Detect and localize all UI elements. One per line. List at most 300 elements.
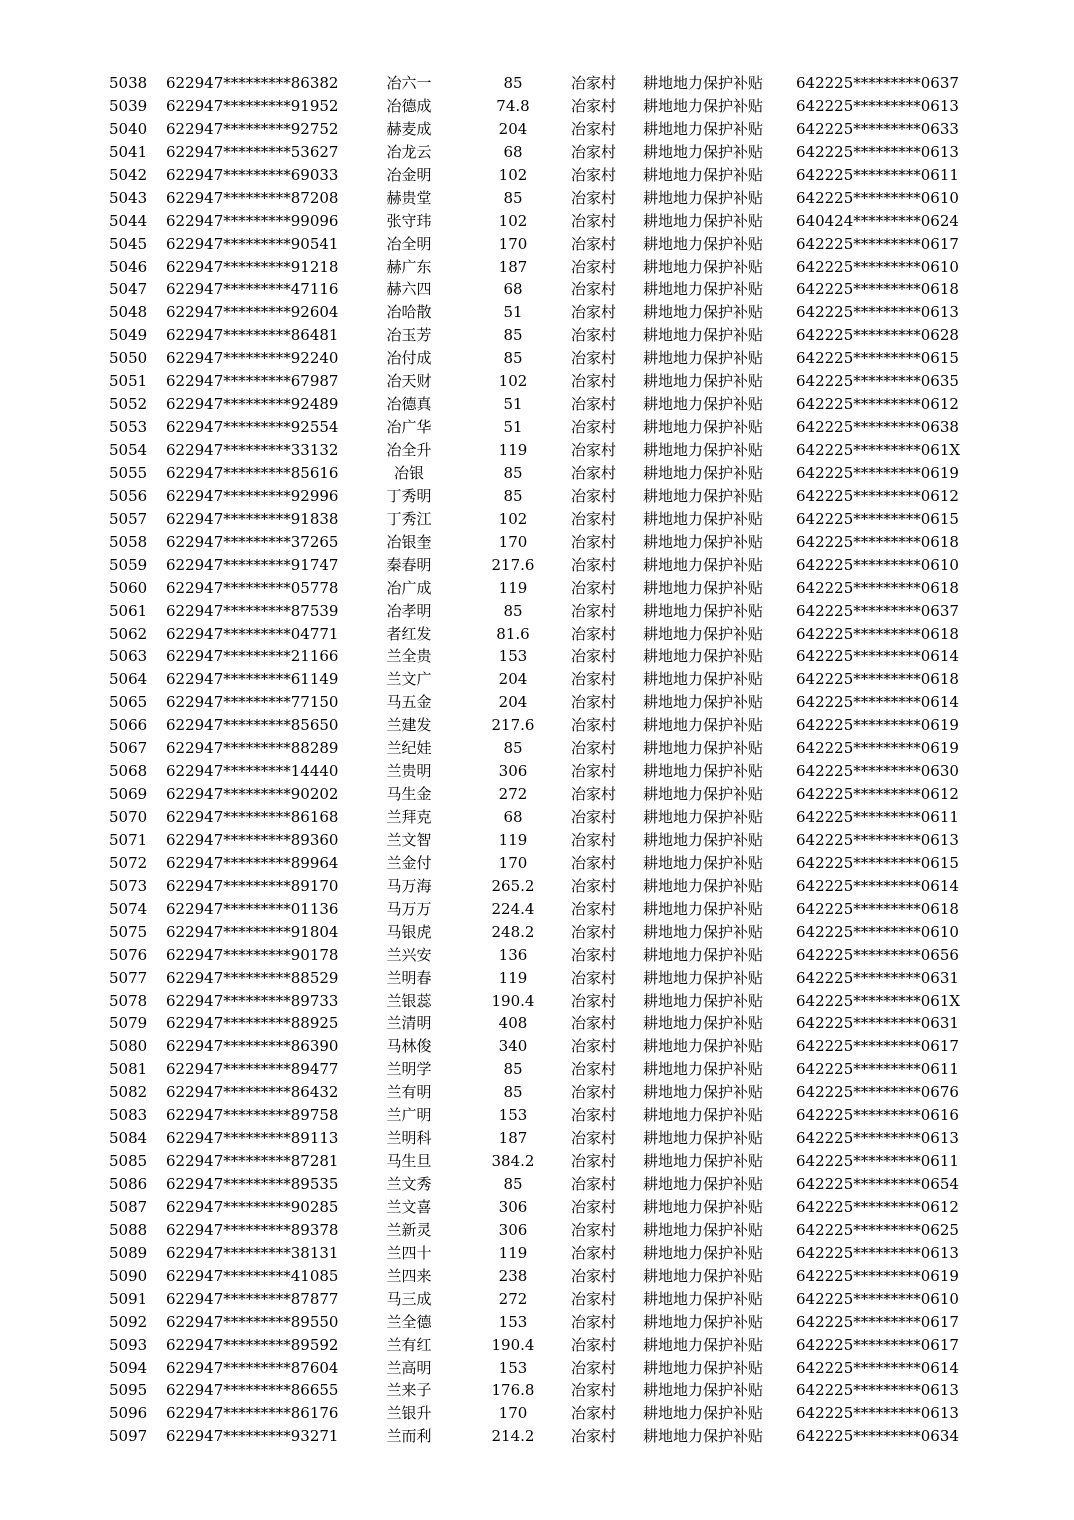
bank-card-number: 622947*********14440 [166,762,339,781]
subsidy-type: 耕地地力保护补贴 [643,739,764,758]
village-name: 冶家村 [571,1175,617,1193]
bank-card-number: 622947*********86432 [166,1083,339,1102]
table-row [0,1425,1074,1448]
subsidy-amount: 217.6 [491,716,535,735]
table-row [0,783,1074,806]
subsidy-type: 耕地地力保护补贴 [643,418,764,437]
person-name: 马生金 [386,785,432,804]
row-number: 5058 [109,532,148,551]
village-name: 冶家村 [571,1427,617,1446]
id-card-number: 642225*********0615 [796,853,959,872]
village-name: 冶家村 [571,1358,617,1377]
subsidy-type: 耕地地力保护补贴 [643,1335,764,1354]
village-name: 冶家村 [571,670,617,689]
table-row [0,990,1074,1013]
row-number: 5046 [109,257,148,276]
subsidy-type: 耕地地力保护补贴 [643,257,764,276]
table-row [0,645,1074,668]
row-number: 5070 [109,808,148,826]
subsidy-amount: 85 [503,601,523,620]
id-card-number: 642225*********0613 [796,1129,959,1148]
id-card-number: 642225*********0613 [796,303,959,322]
subsidy-amount: 136 [498,945,528,964]
person-name: 兰有明 [386,1083,432,1102]
subsidy-amount: 187 [498,257,528,276]
id-card-number: 642225*********0612 [796,785,959,804]
subsidy-table [0,72,1074,1448]
subsidy-amount: 187 [498,1129,528,1148]
subsidy-type: 耕地地力保护补贴 [643,1312,764,1331]
village-name: 冶家村 [571,1289,617,1308]
person-name: 冶广华 [386,418,432,437]
id-card-number: 642225*********0617 [796,1037,959,1056]
table-row [0,1242,1074,1265]
subsidy-type: 耕地地力保护补贴 [643,808,764,826]
table-row [0,233,1074,256]
table-row [0,531,1074,554]
bank-card-number: 622947*********33132 [166,441,339,459]
subsidy-amount: 119 [498,830,528,849]
id-card-number: 642225*********0614 [796,1358,959,1377]
subsidy-amount: 170 [498,234,528,253]
bank-card-number: 622947*********86481 [166,326,339,345]
row-number: 5093 [109,1335,148,1354]
id-card-number: 642225*********0619 [796,739,959,758]
bank-card-number: 622947*********88529 [166,968,339,987]
id-card-number: 642225*********0614 [796,693,959,712]
village-name: 冶家村 [571,739,617,758]
subsidy-amount: 85 [503,486,523,505]
id-card-number: 642225*********0676 [796,1083,959,1102]
subsidy-type: 耕地地力保护补贴 [643,1243,764,1262]
bank-card-number: 622947*********89758 [166,1106,339,1125]
subsidy-type: 耕地地力保护补贴 [643,945,764,964]
table-row [0,462,1074,485]
id-card-number: 642225*********0617 [796,1312,959,1331]
person-name: 冶银奎 [386,532,432,551]
subsidy-amount: 272 [498,785,528,804]
village-name: 冶家村 [571,578,617,597]
village-name: 冶家村 [571,1197,617,1216]
person-name: 兰文秀 [386,1175,432,1193]
village-name: 冶家村 [571,991,617,1010]
village-name: 冶家村 [571,326,617,345]
subsidy-amount: 214.2 [491,1427,535,1446]
bank-card-number: 622947*********93271 [166,1427,339,1446]
id-card-number: 642225*********0610 [796,555,959,574]
table-row [0,1058,1074,1081]
bank-card-number: 622947*********61149 [166,670,339,689]
subsidy-amount: 248.2 [491,922,535,941]
village-name: 冶家村 [571,165,617,184]
row-number: 5050 [109,349,148,368]
person-name: 冶全明 [386,234,432,253]
row-number: 5061 [109,601,148,620]
table-row [0,921,1074,944]
subsidy-type: 耕地地力保护补贴 [643,555,764,574]
subsidy-amount: 170 [498,532,528,551]
bank-card-number: 622947*********38131 [166,1243,339,1262]
id-card-number: 642225*********0616 [796,1106,959,1125]
village-name: 冶家村 [571,785,617,804]
bank-card-number: 622947*********87539 [166,601,339,620]
subsidy-amount: 170 [498,1404,528,1423]
person-name: 兰来子 [386,1381,432,1400]
person-name: 兰拜克 [386,808,432,826]
table-row [0,1402,1074,1425]
id-card-number: 642225*********061X [796,441,961,459]
row-number: 5042 [109,165,148,184]
person-name: 兰有红 [386,1335,432,1354]
row-number: 5076 [109,945,148,964]
row-number: 5053 [109,418,148,437]
bank-card-number: 622947*********87877 [166,1289,339,1308]
subsidy-amount: 85 [503,463,523,482]
village-name: 冶家村 [571,853,617,872]
id-card-number: 642225*********0617 [796,234,959,253]
person-name: 马生旦 [386,1152,432,1171]
row-number: 5072 [109,853,148,872]
subsidy-type: 耕地地力保护补贴 [643,1060,764,1079]
id-card-number: 642225*********0618 [796,578,959,597]
bank-card-number: 622947*********89550 [166,1312,339,1331]
subsidy-amount: 102 [498,165,528,184]
subsidy-type: 耕地地力保护补贴 [643,1266,764,1285]
id-card-number: 642225*********0617 [796,1335,959,1354]
subsidy-amount: 153 [498,647,528,666]
table-row [0,737,1074,760]
row-number: 5083 [109,1106,148,1125]
subsidy-amount: 306 [498,1197,528,1216]
subsidy-amount: 153 [498,1358,528,1377]
bank-card-number: 622947*********89592 [166,1335,339,1354]
village-name: 冶家村 [571,211,617,230]
subsidy-type: 耕地地力保护补贴 [643,188,764,207]
id-card-number: 642225*********0628 [796,326,959,345]
id-card-number: 642225*********0618 [796,280,959,299]
subsidy-type: 耕地地力保护补贴 [643,463,764,482]
table-row [0,95,1074,118]
subsidy-type: 耕地地力保护补贴 [643,119,764,138]
person-name: 赫麦成 [386,119,432,138]
village-name: 冶家村 [571,349,617,368]
row-number: 5040 [109,119,148,138]
subsidy-amount: 102 [498,372,528,391]
subsidy-type: 耕地地力保护补贴 [643,647,764,666]
bank-card-number: 622947*********89360 [166,830,339,849]
bank-card-number: 622947*********92489 [166,395,339,414]
row-number: 5048 [109,303,148,322]
person-name: 兰兴安 [386,945,432,964]
table-row [0,485,1074,508]
bank-card-number: 622947*********01136 [166,899,339,918]
subsidy-type: 耕地地力保护补贴 [643,1220,764,1239]
village-name: 冶家村 [571,1335,617,1354]
id-card-number: 642225*********0615 [796,509,959,528]
subsidy-type: 耕地地力保护补贴 [643,670,764,689]
table-row [0,898,1074,921]
table-row [0,944,1074,967]
table-row [0,1035,1074,1058]
subsidy-amount: 217.6 [491,555,535,574]
village-name: 冶家村 [571,1106,617,1125]
bank-card-number: 622947*********69033 [166,165,339,184]
bank-card-number: 622947*********53627 [166,142,339,161]
subsidy-type: 耕地地力保护补贴 [643,486,764,505]
bank-card-number: 622947*********92604 [166,303,339,322]
bank-card-number: 622947*********91218 [166,257,339,276]
id-card-number: 642225*********0638 [796,418,959,437]
subsidy-amount: 119 [498,968,528,987]
table-row [0,1265,1074,1288]
subsidy-amount: 340 [498,1037,528,1056]
row-number: 5044 [109,211,148,230]
person-name: 张守玮 [386,211,432,230]
row-number: 5062 [109,624,148,643]
person-name: 冶六一 [386,74,432,92]
row-number: 5056 [109,486,148,505]
row-number: 5055 [109,463,148,482]
subsidy-amount: 176.8 [491,1381,535,1400]
id-card-number: 642225*********0618 [796,532,959,551]
subsidy-amount: 204 [498,670,528,689]
id-card-number: 642225*********0610 [796,922,959,941]
bank-card-number: 622947*********90541 [166,234,339,253]
row-number: 5095 [109,1381,148,1400]
row-number: 5065 [109,693,148,712]
row-number: 5085 [109,1152,148,1171]
village-name: 冶家村 [571,372,617,391]
bank-card-number: 622947*********86655 [166,1381,339,1400]
id-card-number: 640424*********0624 [796,211,959,230]
row-number: 5082 [109,1083,148,1102]
subsidy-type: 耕地地力保护补贴 [643,1197,764,1216]
subsidy-amount: 153 [498,1106,528,1125]
table-row [0,1196,1074,1219]
row-number: 5084 [109,1129,148,1148]
village-name: 冶家村 [571,418,617,437]
id-card-number: 642225*********0635 [796,372,959,391]
village-name: 冶家村 [571,762,617,781]
person-name: 赫贵堂 [386,188,432,207]
table-row [0,1173,1074,1196]
subsidy-amount: 102 [498,509,528,528]
village-name: 冶家村 [571,1220,617,1239]
bank-card-number: 622947*********90285 [166,1197,339,1216]
id-card-number: 642225*********0634 [796,1427,959,1446]
subsidy-type: 耕地地力保护补贴 [643,326,764,345]
person-name: 马万海 [386,876,432,895]
table-row [0,623,1074,646]
subsidy-type: 耕地地力保护补贴 [643,349,764,368]
village-name: 冶家村 [571,899,617,918]
village-name: 冶家村 [571,486,617,505]
person-name: 兰四来 [386,1266,432,1285]
subsidy-type: 耕地地力保护补贴 [643,395,764,414]
row-number: 5090 [109,1266,148,1285]
id-card-number: 642225*********0611 [796,1152,959,1171]
village-name: 冶家村 [571,922,617,941]
row-number: 5073 [109,876,148,895]
village-name: 冶家村 [571,119,617,138]
row-number: 5052 [109,395,148,414]
subsidy-type: 耕地地力保护补贴 [643,1129,764,1148]
subsidy-amount: 68 [503,808,523,826]
bank-card-number: 622947*********92554 [166,418,339,437]
subsidy-type: 耕地地力保护补贴 [643,922,764,941]
bank-card-number: 622947*********87604 [166,1358,339,1377]
person-name: 兰金付 [386,853,432,872]
bank-card-number: 622947*********89964 [166,853,339,872]
table-row [0,1219,1074,1242]
bank-card-number: 622947*********92996 [166,486,339,505]
bank-card-number: 622947*********99096 [166,211,339,230]
village-name: 冶家村 [571,647,617,666]
subsidy-type: 耕地地力保护补贴 [643,1381,764,1400]
id-card-number: 642225*********0611 [796,1060,959,1079]
id-card-number: 642225*********0610 [796,257,959,276]
subsidy-amount: 306 [498,1220,528,1239]
person-name: 兰而利 [386,1427,432,1446]
row-number: 5039 [109,96,148,115]
person-name: 马万万 [386,899,432,918]
village-name: 冶家村 [571,1037,617,1056]
subsidy-amount: 272 [498,1289,528,1308]
table-row [0,760,1074,783]
table-row [0,439,1074,462]
person-name: 冶孝明 [386,601,432,620]
id-card-number: 642225*********0611 [796,808,959,826]
id-card-number: 642225*********0614 [796,876,959,895]
table-row [0,1288,1074,1311]
person-name: 冶玉芳 [386,326,432,345]
person-name: 兰银蕊 [386,991,432,1010]
bank-card-number: 622947*********86168 [166,808,339,826]
table-row [0,118,1074,141]
id-card-number: 642225*********0618 [796,899,959,918]
village-name: 冶家村 [571,532,617,551]
subsidy-type: 耕地地力保护补贴 [643,716,764,735]
table-row [0,875,1074,898]
subsidy-type: 耕地地力保护补贴 [643,899,764,918]
id-card-number: 642225*********0631 [796,1014,959,1033]
id-card-number: 642225*********0610 [796,1289,959,1308]
bank-card-number: 622947*********86176 [166,1404,339,1423]
id-card-number: 642225*********0637 [796,601,959,620]
village-name: 冶家村 [571,441,617,459]
subsidy-type: 耕地地力保护补贴 [643,853,764,872]
person-name: 冶天财 [386,372,432,391]
table-row [0,1334,1074,1357]
village-name: 冶家村 [571,96,617,115]
row-number: 5092 [109,1312,148,1331]
table-row [0,1127,1074,1150]
subsidy-type: 耕地地力保护补贴 [643,1404,764,1423]
village-name: 冶家村 [571,1152,617,1171]
village-name: 冶家村 [571,624,617,643]
subsidy-amount: 119 [498,578,528,597]
subsidy-amount: 119 [498,441,528,459]
village-name: 冶家村 [571,876,617,895]
bank-card-number: 622947*********89170 [166,876,339,895]
subsidy-type: 耕地地力保护补贴 [643,991,764,1010]
row-number: 5091 [109,1289,148,1308]
bank-card-number: 622947*********87281 [166,1152,339,1171]
village-name: 冶家村 [571,693,617,712]
table-row [0,1357,1074,1380]
table-row [0,600,1074,623]
table-row [0,554,1074,577]
id-card-number: 642225*********0619 [796,463,959,482]
table-row [0,278,1074,301]
table-row [0,164,1074,187]
bank-card-number: 622947*********89535 [166,1175,339,1193]
bank-card-number: 622947*********90202 [166,785,339,804]
person-name: 兰银升 [386,1404,432,1423]
id-card-number: 642225*********0654 [796,1175,959,1193]
table-row [0,714,1074,737]
table-row [0,1379,1074,1402]
row-number: 5043 [109,188,148,207]
id-card-number: 642225*********0633 [796,119,959,138]
table-row [0,1150,1074,1173]
village-name: 冶家村 [571,509,617,528]
subsidy-amount: 190.4 [491,1335,535,1354]
id-card-number: 642225*********0614 [796,647,959,666]
bank-card-number: 622947*********91838 [166,509,339,528]
bank-card-number: 622947*********89733 [166,991,339,1010]
subsidy-type: 耕地地力保护补贴 [643,165,764,184]
subsidy-type: 耕地地力保护补贴 [643,532,764,551]
person-name: 马五金 [386,693,432,712]
bank-card-number: 622947*********89113 [166,1129,339,1148]
id-card-number: 642225*********0618 [796,670,959,689]
person-name: 冶银 [393,463,424,482]
person-name: 兰全贵 [386,647,432,666]
table-row [0,967,1074,990]
row-number: 5059 [109,555,148,574]
table-row [0,508,1074,531]
village-name: 冶家村 [571,1243,617,1262]
subsidy-amount: 190.4 [491,991,535,1010]
village-name: 冶家村 [571,716,617,735]
id-card-number: 642225*********0612 [796,1197,959,1216]
id-card-number: 642225*********0615 [796,349,959,368]
bank-card-number: 622947*********91804 [166,922,339,941]
id-card-number: 642225*********0619 [796,716,959,735]
subsidy-amount: 85 [503,1175,523,1193]
id-card-number: 642225*********0612 [796,395,959,414]
subsidy-amount: 306 [498,762,528,781]
person-name: 赫六四 [386,280,432,299]
row-number: 5097 [109,1427,148,1446]
row-number: 5080 [109,1037,148,1056]
row-number: 5077 [109,968,148,987]
village-name: 冶家村 [571,74,617,92]
village-name: 冶家村 [571,830,617,849]
village-name: 冶家村 [571,303,617,322]
subsidy-type: 耕地地力保护补贴 [643,785,764,804]
person-name: 冶德真 [386,395,432,414]
subsidy-amount: 204 [498,693,528,712]
id-card-number: 642225*********0613 [796,1404,959,1423]
subsidy-type: 耕地地力保护补贴 [643,372,764,391]
subsidy-type: 耕地地力保护补贴 [643,234,764,253]
table-row [0,806,1074,829]
row-number: 5075 [109,922,148,941]
id-card-number: 642225*********0631 [796,968,959,987]
row-number: 5071 [109,830,148,849]
